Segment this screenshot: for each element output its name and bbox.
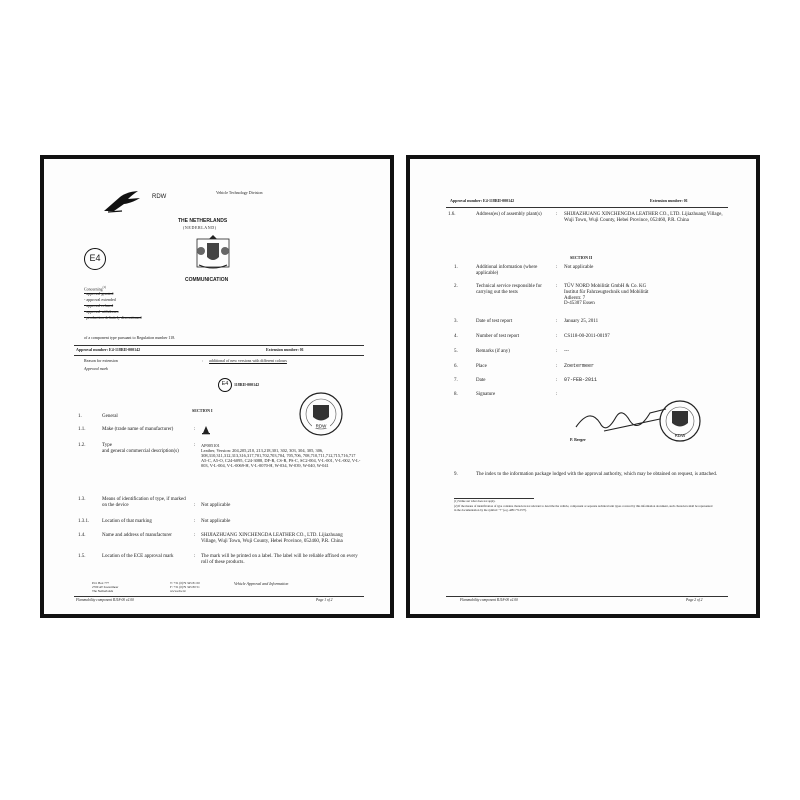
footer-form: Flammability component R118-00 v2.00 [460, 598, 518, 602]
divider [446, 207, 728, 208]
row-label: Make (trade name of manufacturer) [102, 427, 174, 432]
row-number: 2. [454, 284, 458, 289]
document-page-1: RDW Vehicle Technology Division THE NETHERLANDS (NEDERLAND) E4 COMMUNICATION Concerning$^{(1)}$ - approval granted - approval extended - approval refused - approval withdrawn - production definitely discontinued of a component type pursuant to Regulation number 118. Approval number: E4-118RII-000142 Extension number: 01 Reason for extension : additional of new versions with different colours Approval mark E4 118RII-000142 RDW SECTION I 1. General 1.1. Make (trade name of manufacturer) : 1.2. Type and general commercial description(s) : AP005101 Leather, Version: 204,205,210, 213,218,301, 302, 303, 304, 305, 306, 308,310,311,312,313,316,317,701,702,703,704, 705,706, 708,710,711,712,715,716,717 A5-C, A5-O, C24-6095, C24-3088, DF-R, CS-R, PS-C, SC2-004, V-L-001, V-L-002, V-L-003, V-L-004, V-L-0069-H, V-L-0070-H, W-034, W-039, W-040, W-041 1.3. Means of identification of type, if marked on the device : Not applicable 1.3.1. Location of that marking : Not applicable 1.4. Name and address of manufacturer : SHIJIAZHUANG XINCHENGDA LEATHER CO., LTD. Lijiazhuang Village, Wuji Town, Wuji County, Hebei Province, 052460, P.R. China 1.5. Location of the ECE approval mark : The mark will be printed on a label. The label will be reliable affixed on every roll of these products. P.O. Box 777 2700 AT Zoetermeer The Netherlands T: +31 (0)79 345 81 00 F: +31 (0)79 345 80 51 www.rdw.nl Vehicle Approval and Information Flammability component R118-00 v2.00 Page 1 of 2 [40, 155, 394, 618]
approval-number: Approval number: E4-118RII-000142 [450, 198, 515, 203]
row-label: General [102, 414, 118, 419]
extension-number: Extension number: 01 [266, 347, 304, 352]
svg-text:RDW: RDW [674, 433, 686, 438]
concerning-item: - approval extended [84, 297, 116, 302]
reason-value: additional of new versions with different colours [209, 358, 287, 363]
divider [74, 596, 364, 597]
org-name: RDW [152, 194, 167, 200]
row-value: Not applicable [201, 519, 231, 524]
row-value: January 25, 2011 [564, 319, 599, 324]
row-label: Technical service responsible for carrying out the tests [476, 284, 542, 295]
concerning-item: - approval withdrawn [84, 309, 119, 314]
approval-mark-code: 118RII-000142 [234, 382, 260, 387]
footer-contact: T: +31 (0)79 345 81 00 F: +31 (0)79 345 80 51 www.rdw.nl [170, 581, 200, 594]
row-number: 1.4. [78, 533, 86, 538]
row-value: Zoetermeer [564, 363, 595, 369]
row-value: TÜV NORD Mobilität GmbH & Co. KG Institut für Fahrzeugtechnik und Mobilität Adlerstr. 7 D-45307 Essen [564, 284, 649, 307]
row-number: 4. [454, 334, 458, 339]
approval-number: Approval number: E4-118RII-000142 [76, 347, 141, 352]
document-page-2: Approval number: E4-118RII-000142 Extension number: 01 1.6. Address(es) of assembly plant(s) : SHIJIAZHUANG XINCHENGDA LEATHER CO., LTD. Lijiazhuang Village, Wuji Town, Wuji County, Hebei Province, 052460, P.R. China SECTION II 1. Additional information (where applicable) : Not applicable 2. Technical service responsible for carrying out the tests : TÜV NORD Mobilität GmbH & Co. KG Institut für Fahrzeugtechnik und Mobilität Adlerstr. 7 D-45307 Essen 3. Date of test report : January 25, 2011 4. Number of test report : CS118-00-2011-00197 5. Remarks (if any) : --- 6. Place : Zoetermeer 7. Date : 07-FEB-2011 8. Signature : RDW P. Berger 9. The index to the information package lodged with the approval authority, which may be obtained on request, is attached. (1) Strike out what does not apply. (2) If the means of identification of type contains characters not relevant to describe the vehicle, component or separate technical unit types covered by this information document, such characters shall be represented in the documentation by the symbol: "?" (e.g. ABC??123??). Flammability component R118-00 v2.00 Page 2 of 2 [406, 155, 760, 618]
rdw-stamp-icon [298, 391, 344, 437]
row-value: AP005101 Leather, Version: 204,205,210, 213,218,301, 302, 303, 304, 305, 306, 308,310,311,312,313,316,317,701,702,703,704, 705,706, 708,710,711,712,715,716,717 A5-C, A5-O, C24-6095, C24-3088, DF-R, CS-R, PS-C, SC2-004, V-L-001, V-L-002, V-L-003, V-L-004, V-L-0069-H, V-L-0070-H, W-034, W-039, W-040, W-041 [201, 443, 361, 469]
row-value: CS118-00-2011-00197 [564, 334, 610, 339]
row-number: 1. [78, 414, 82, 419]
extension-number: Extension number: 01 [650, 198, 688, 203]
row-value: The mark will be printed on a label. The label will be reliable affixed on every roll of these products. [201, 554, 358, 565]
footer-form: Flammability component R118-00 v2.00 [76, 598, 134, 602]
country-title: THE NETHERLANDS [178, 218, 228, 224]
row-number: 7. [454, 378, 458, 383]
row-label: Number of test report [476, 334, 520, 339]
row-value: Not applicable [564, 265, 594, 270]
reason-colon: : [202, 358, 204, 363]
component-line: of a component type pursuant to Regulation number 118. [84, 335, 176, 340]
row-label: Additional information (where applicable) [476, 265, 538, 276]
divider [74, 355, 364, 356]
row-number: 9. [454, 472, 458, 477]
row-label: Place [476, 364, 487, 369]
section-2-title: SECTION II [570, 255, 593, 260]
footer-address: P.O. Box 777 2700 AT Zoetermeer The Netherlands [92, 581, 119, 594]
rdw-logo-icon [102, 189, 144, 215]
footer-page-number: Page 1 of 2 [316, 598, 333, 602]
row-number: 1.2. [78, 443, 86, 448]
e-mark-small: E4 [218, 378, 232, 392]
footnote: (2) If the means of identification of type contains characters not relevant to describe the vehicle, component or separate technical unit types covered by this information document, such characters shall be represented in the documentation by the symbol: "?" (e.g. ABC??123??). [454, 504, 713, 512]
division-name: Vehicle Technology Division [216, 190, 263, 195]
row-label: Location of the ECE approval mark [102, 554, 174, 559]
row-value: --- [564, 349, 569, 354]
row-label: Name and address of manufacturer [102, 533, 172, 538]
row-number: 8. [454, 392, 458, 397]
row-number: 5. [454, 349, 458, 354]
divider [74, 345, 364, 346]
row-number: 3. [454, 319, 458, 324]
communication-heading: COMMUNICATION [185, 277, 229, 283]
footnote: (1) Strike out what does not apply. [454, 499, 496, 503]
row-number: 1.5. [78, 554, 86, 559]
row-value: 07-FEB-2011 [564, 377, 598, 383]
coat-of-arms-icon [193, 235, 233, 273]
concerning-label: Concerning$^{(1)}$ [84, 285, 107, 292]
row-label: Signature [476, 392, 496, 397]
country-native: (NEDERLAND) [183, 225, 217, 230]
e-mark-circle: E4 [84, 248, 106, 270]
reason-label: Reason for extension [84, 358, 118, 363]
signer-name: P. Berger [570, 437, 586, 442]
row-label: Remarks (if any) [476, 349, 510, 354]
row-value: Not applicable [201, 503, 231, 508]
footer-page-number: Page 2 of 2 [686, 598, 703, 602]
row-number: 1.1. [78, 427, 86, 432]
row-value: SHIJIAZHUANG XINCHENGDA LEATHER CO., LTD. Lijiazhuang Village, Wuji Town, Wuji County, Hebei Province, 052460, P.R. China [564, 212, 723, 223]
row-label: Date of test report [476, 319, 513, 324]
row-label: Date [476, 378, 486, 383]
row-label: Means of identification of type, if marked on the device [102, 497, 186, 508]
row-number: 1.3.1. [78, 519, 90, 524]
divider [446, 596, 728, 597]
row-label: Location of that marking [102, 519, 152, 524]
row-label: Address(es) of assembly plant(s) [476, 212, 542, 217]
concerning-item: - production definitely discontinued [84, 315, 142, 320]
approval-mark-label: Approval mark [84, 366, 108, 371]
manufacturer-logo-icon [201, 425, 211, 435]
concerning-item: - approval refused [84, 303, 114, 308]
section-1-title: SECTION I [192, 408, 213, 413]
row-value: The index to the information package lodged with the approval authority, which may be obtained on request, is attached. [476, 472, 718, 477]
concerning-item: - approval granted [84, 291, 114, 296]
row-number: 1.6. [448, 212, 456, 217]
row-number: 6. [454, 364, 458, 369]
svg-text:RDW: RDW [315, 423, 327, 429]
row-value: SHIJIAZHUANG XINCHENGDA LEATHER CO., LTD. Lijiazhuang Village, Wuji Town, Wuji County, Hebei Province, 052460, P.R. China [201, 533, 343, 544]
footer-title: Vehicle Approval and Information [234, 581, 289, 586]
row-number: 1. [454, 265, 458, 270]
row-label: Type and general commercial description(s) [102, 443, 179, 454]
row-number: 1.3. [78, 497, 86, 502]
signature-and-stamp [570, 399, 720, 455]
